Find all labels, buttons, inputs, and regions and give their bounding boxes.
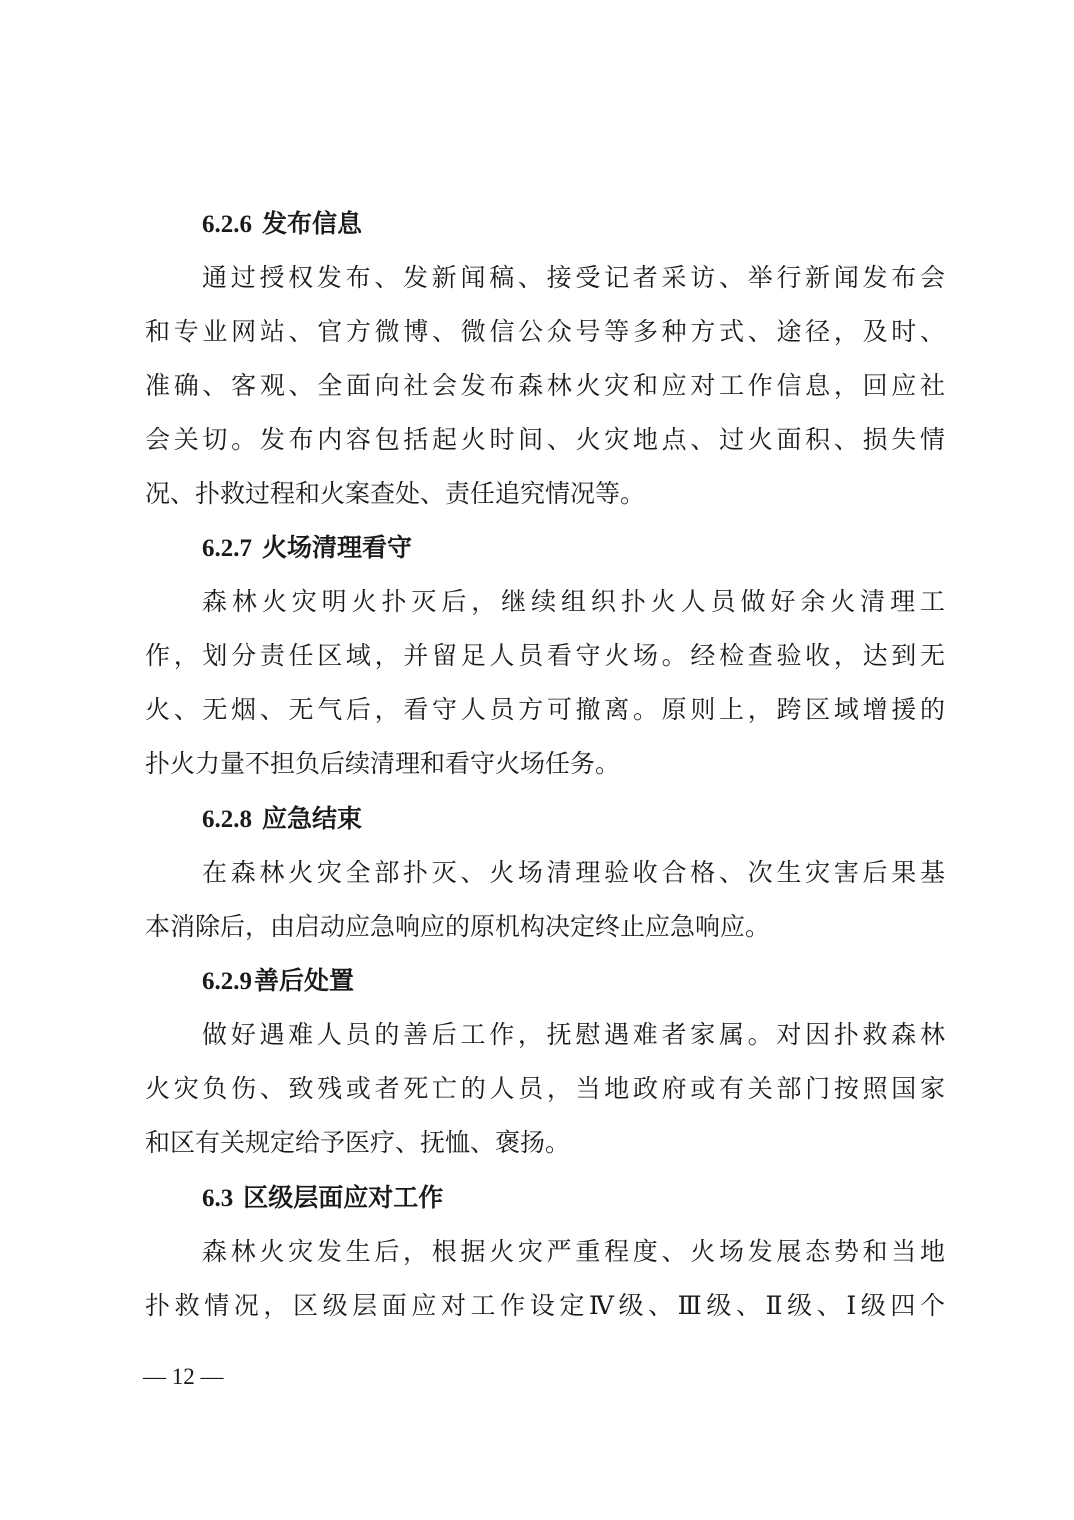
section-heading-6-2-9	[202, 954, 354, 1008]
paragraph-line: 和专业网站、官方微博、微信公众号等多种方式、途径，及时、	[145, 317, 945, 346]
paragraph-line: 本消除后，由启动应急响应的原机构决定终止应急响应。	[145, 912, 771, 941]
page-number: — 12 —	[143, 1364, 224, 1389]
section-number: 6.2.8	[202, 806, 252, 833]
paragraph-line: 扑火力量不担负后续清理和看守火场任务。	[145, 749, 621, 778]
paragraph-line: 火灾负伤、致残或者死亡的人员，当地政府或有关部门按照国家	[145, 1074, 945, 1103]
paragraph-line: 和区有关规定给予医疗、抚恤、褒扬。	[145, 1128, 571, 1157]
paragraph-line: 通过授权发布、发新闻稿、接受记者采访、举行新闻发布会	[202, 263, 945, 292]
section-heading-6-2-6	[202, 197, 362, 251]
section-number: 6.2.9	[202, 968, 252, 995]
paragraph-line: 会关切。发布内容包括起火时间、火灾地点、过火面积、损失情	[145, 425, 945, 454]
section-title: 发布信息	[262, 209, 363, 238]
paragraph-line: 做好遇难人员的善后工作，抚慰遇难者家属。对因扑救森林	[202, 1020, 945, 1049]
section-number: 6.2.6	[202, 211, 252, 238]
section-title: 区级层面应对工作	[243, 1183, 444, 1212]
section-number: 6.2.7	[202, 535, 252, 562]
paragraph-line: 准确、客观、全面向社会发布森林火灾和应对工作信息，回应社	[145, 371, 945, 400]
section-number: 6.3	[202, 1185, 234, 1212]
section-title: 应急结束	[262, 804, 363, 833]
section-heading-6-2-7	[202, 521, 412, 575]
paragraph-line: 在森林火灾全部扑灭、火场清理验收合格、次生灾害后果基	[202, 858, 945, 887]
section-title: 火场清理看守	[262, 533, 413, 562]
section-heading-6-3	[202, 1171, 443, 1225]
paragraph-line: 森林火灾明火扑灭后，继续组织扑火人员做好余火清理工	[202, 587, 945, 616]
paragraph-line: 扑救情况，区级层面应对工作设定Ⅳ级、Ⅲ级、Ⅱ级、Ⅰ级四个	[145, 1291, 945, 1320]
section-title: 善后处置	[254, 966, 355, 995]
paragraph-line: 火、无烟、无气后，看守人员方可撤离。原则上，跨区域增援的	[145, 695, 945, 724]
section-heading-6-2-8	[202, 792, 362, 846]
paragraph-line: 况、扑救过程和火案查处、责任追究情况等。	[145, 479, 646, 508]
paragraph-line: 作，划分责任区域，并留足人员看守火场。经检查验收，达到无	[145, 641, 945, 670]
paragraph-line: 森林火灾发生后，根据火灾严重程度、火场发展态势和当地	[202, 1237, 945, 1266]
